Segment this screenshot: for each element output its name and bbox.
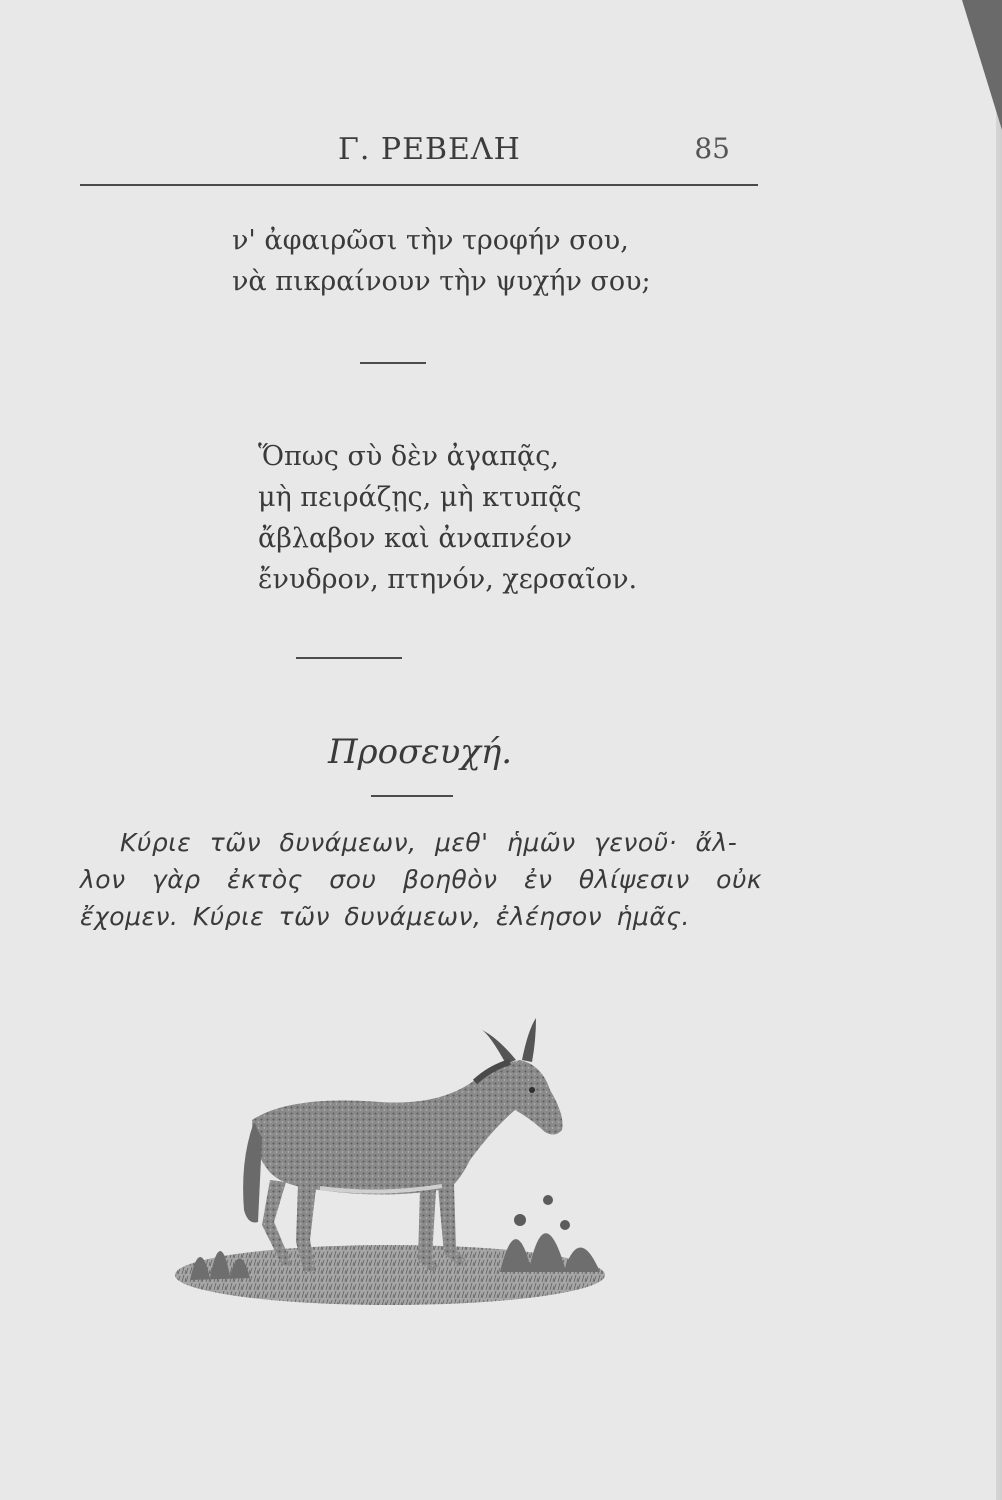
grass-tuft-right: [500, 1233, 600, 1272]
verse-line: Ὅπως σὺ δὲν ἀγαπᾷς,: [258, 441, 559, 472]
prayer-line: Κύριε τῶν δυνάμεων, μεθ' ἡμῶν γενοῦ· ἄλ-: [120, 828, 738, 857]
page-number: 85: [694, 132, 730, 165]
donkey-ear: [522, 1018, 536, 1062]
poem-stanza-2: [258, 436, 637, 600]
running-head: Γ. ΡΕΒΕΛΗ: [338, 132, 521, 167]
verse-line: ἄβλαβον καὶ ἀναπνέον: [258, 523, 573, 554]
donkey-tail: [243, 1122, 262, 1223]
prayer-line: λον γὰρ ἐκτὸς σου βοηθὸν ἐν θλίψεσιν οὐκ: [80, 865, 763, 894]
donkey-body: [252, 1060, 563, 1195]
donkey-engraving-illustration: [170, 1010, 620, 1310]
flower: [560, 1220, 570, 1230]
prayer-line: ἔχομεν. Κύριε τῶν δυνάμεων, ἐλέησον ἡμᾶς.: [80, 902, 690, 931]
stanza-divider: [360, 362, 426, 364]
section-divider: [296, 657, 402, 659]
flower: [543, 1195, 553, 1205]
verse-line: νὰ πικραίνουν τὴν ψυχήν σου;: [232, 266, 651, 297]
donkey-ear: [482, 1030, 516, 1064]
header-rule: [80, 184, 758, 186]
prayer-text: [80, 824, 763, 935]
poem-stanza-1: [232, 220, 651, 302]
page-edge-shadow: [996, 0, 1002, 1500]
verse-line: ἔνυδρον, πτηνόν, χερσαῖον.: [258, 564, 638, 595]
flower: [514, 1214, 526, 1226]
donkey-eye: [529, 1087, 535, 1093]
title-underline: [371, 795, 453, 797]
page-header: [80, 126, 758, 186]
verse-line: μὴ πειράζῃς, μὴ κτυπᾷς: [258, 482, 582, 513]
scanner-corner: [962, 0, 1002, 130]
section-title: Προσευχή.: [328, 732, 513, 772]
verse-line: ν' ἀφαιρῶσι τὴν τροφήν σου,: [232, 225, 629, 256]
